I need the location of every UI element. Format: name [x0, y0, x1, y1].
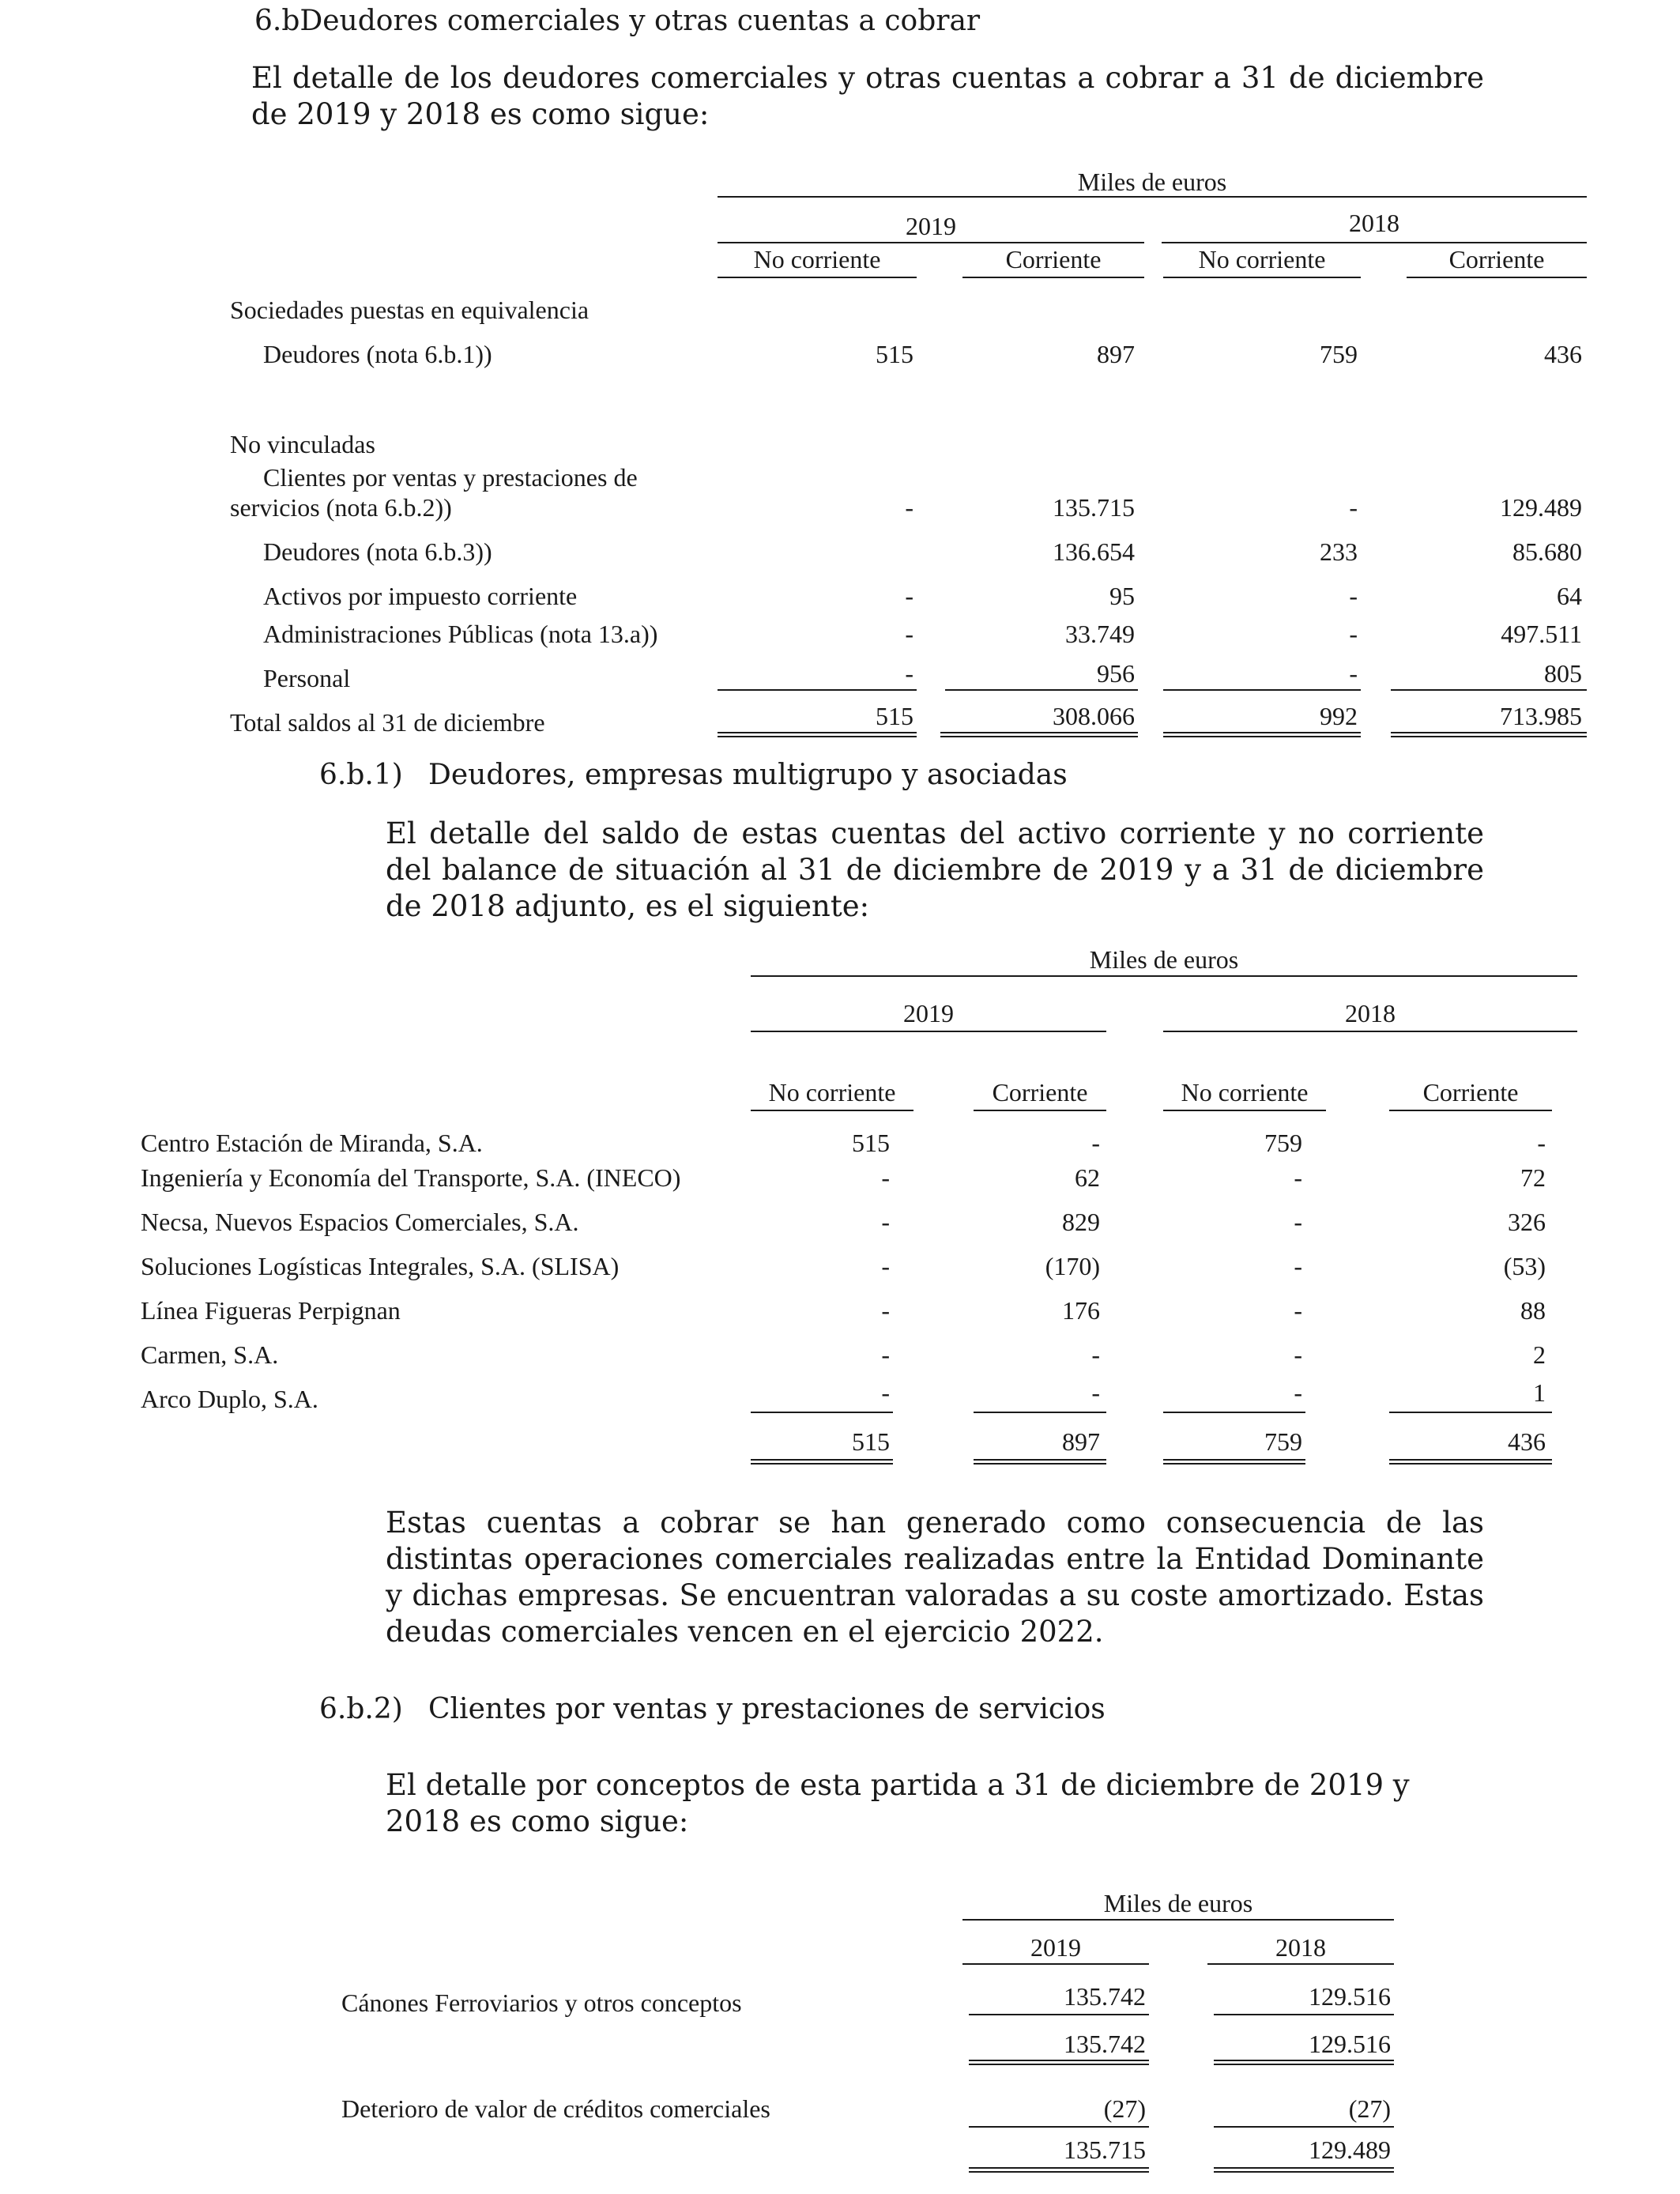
cell: 829 — [1062, 1208, 1100, 1236]
cell: 64 — [1557, 582, 1582, 610]
cell: - — [881, 1296, 890, 1325]
cell: 897 — [1062, 1427, 1100, 1456]
cell: 129.516 — [1309, 1982, 1391, 2011]
cell: (27) — [1103, 2094, 1146, 2123]
cell: 759 — [1264, 1129, 1302, 1157]
row-label: Administraciones Públicas (nota 13.a)) — [263, 620, 658, 648]
unit-label: Miles de euros — [1103, 1889, 1253, 1917]
row-label: servicios (nota 6.b.2)) — [230, 493, 452, 522]
cell: - — [1294, 1208, 1302, 1236]
col-header: Corriente — [992, 1078, 1088, 1106]
section-title: 6.bDeudores comerciales y otras cuentas a cobrar — [254, 5, 981, 37]
cell: - — [1349, 493, 1358, 522]
row-label: Necsa, Nuevos Espacios Comerciales, S.A. — [141, 1208, 579, 1236]
cell: - — [1294, 1163, 1302, 1192]
cell: - — [1349, 659, 1358, 688]
cell: 95 — [1109, 582, 1135, 610]
cell: - — [1091, 1378, 1100, 1407]
cell: 759 — [1320, 340, 1358, 368]
cell: 436 — [1544, 340, 1582, 368]
year-2019-header: 2019 — [906, 212, 956, 240]
cell: (27) — [1348, 2094, 1391, 2123]
cell: 308.066 — [1053, 702, 1135, 730]
cell: 135.715 — [1064, 2136, 1146, 2164]
row-label: Deudores (nota 6.b.3)) — [263, 537, 492, 566]
cell: - — [905, 659, 913, 688]
col-header: No corriente — [753, 245, 881, 273]
year-2018-header: 2018 — [1275, 1933, 1326, 1962]
cell: 33.749 — [1065, 620, 1135, 648]
col-header: Corriente — [1448, 245, 1545, 273]
cell: 129.489 — [1309, 2136, 1391, 2164]
col-header: No corriente — [768, 1078, 896, 1106]
row-label: Soluciones Logísticas Integrales, S.A. (SLISA) — [141, 1252, 620, 1280]
cell: 515 — [852, 1427, 890, 1456]
cell: 897 — [1097, 340, 1135, 368]
cell: - — [1349, 582, 1358, 610]
explanatory-paragraph: Estas cuentas a cobrar se han generado como consecuencia de las distintas operaciones comerciales realizadas entre la Entidad Dominante y dichas empresas. Se encuentran valoradas a su coste amortizado. Estas deudas comerciales vencen en el ejercicio 2022. — [386, 1506, 1484, 1649]
cell: 233 — [1320, 537, 1358, 566]
row-label: Línea Figueras Perpignan — [141, 1296, 401, 1325]
col-header: No corriente — [1198, 245, 1326, 273]
row-label: Activos por impuesto corriente — [263, 582, 578, 610]
cell: 436 — [1508, 1427, 1546, 1456]
cell: - — [881, 1378, 890, 1407]
cell: - — [1294, 1378, 1302, 1407]
group-title: No vinculadas — [230, 430, 375, 458]
cell: - — [905, 493, 913, 522]
col-header: Corriente — [1005, 245, 1102, 273]
subsection-title: Deudores, empresas multigrupo y asociadas — [428, 759, 1068, 791]
cell: (170) — [1045, 1252, 1100, 1280]
cell: - — [905, 582, 913, 610]
unit-label: Miles de euros — [1089, 945, 1239, 974]
row-label: Cánones Ferroviarios y otros conceptos — [341, 1989, 742, 2017]
cell: 135.742 — [1064, 2030, 1146, 2058]
subsection-title: Clientes por ventas y prestaciones de servicios — [428, 1693, 1106, 1725]
cell: 759 — [1264, 1427, 1302, 1456]
col-header: Corriente — [1422, 1078, 1519, 1106]
row-label: Centro Estación de Miranda, S.A. — [141, 1129, 483, 1157]
row-label: Carmen, S.A. — [141, 1340, 279, 1369]
cell: 956 — [1097, 659, 1135, 688]
cell: 72 — [1520, 1163, 1546, 1192]
cell: 135.742 — [1064, 1982, 1146, 2011]
row-label: Deudores (nota 6.b.1)) — [263, 340, 492, 368]
cell: - — [1537, 1129, 1546, 1157]
subsection-intro: El detalle del saldo de estas cuentas del activo corriente y no corriente del balance de situación al 31 de diciembre de 2019 y a 31 de diciembre de 2018 adjunto, es el siguiente: — [386, 816, 1484, 923]
col-header: No corriente — [1181, 1078, 1309, 1106]
year-2019-header: 2019 — [903, 999, 954, 1027]
subsection-intro: El detalle por conceptos de esta partida a 31 de diciembre de 2019 y 2018 es como sigue: — [386, 1768, 1410, 1838]
cell: 515 — [876, 340, 913, 368]
cell: 176 — [1062, 1296, 1100, 1325]
cell: 62 — [1075, 1163, 1100, 1192]
subsection-number: 6.b.2) — [319, 1693, 403, 1725]
cell: 135.715 — [1053, 493, 1135, 522]
cell: 85.680 — [1512, 537, 1582, 566]
subsection-number: 6.b.1) — [319, 759, 403, 791]
group-title: Sociedades puestas en equivalencia — [230, 296, 590, 324]
cell: 805 — [1544, 659, 1582, 688]
intro-paragraph: El detalle de los deudores comerciales y otras cuentas a cobrar a 31 de diciembre de 2019 y 2018 es como sigue: — [251, 61, 1484, 131]
cell: - — [905, 620, 913, 648]
cell: - — [1349, 620, 1358, 648]
cell: 88 — [1520, 1296, 1546, 1325]
cell: 2 — [1533, 1340, 1546, 1369]
cell: 136.654 — [1053, 537, 1135, 566]
cell: 129.489 — [1500, 493, 1582, 522]
year-2018-header: 2018 — [1349, 209, 1399, 237]
cell: - — [881, 1208, 890, 1236]
cell: 497.511 — [1501, 620, 1582, 648]
cell: - — [1091, 1129, 1100, 1157]
cell: 129.516 — [1309, 2030, 1391, 2058]
row-label: Personal — [263, 664, 351, 692]
unit-label: Miles de euros — [1077, 168, 1227, 196]
cell: - — [1091, 1340, 1100, 1369]
cell: 713.985 — [1500, 702, 1582, 730]
row-label: Ingeniería y Economía del Transporte, S.A. (INECO) — [141, 1163, 681, 1192]
cell: 1 — [1533, 1378, 1546, 1407]
cell: - — [1294, 1296, 1302, 1325]
row-label: Deterioro de valor de créditos comerciales — [341, 2094, 770, 2123]
cell: 992 — [1320, 702, 1358, 730]
cell: 326 — [1508, 1208, 1546, 1236]
cell: - — [881, 1340, 890, 1369]
cell: 515 — [852, 1129, 890, 1157]
row-label: Arco Duplo, S.A. — [141, 1385, 318, 1413]
cell: - — [1294, 1252, 1302, 1280]
year-2019-header: 2019 — [1030, 1933, 1081, 1962]
cell: (53) — [1503, 1252, 1546, 1280]
cell: - — [881, 1252, 890, 1280]
row-label: Total saldos al 31 de diciembre — [230, 708, 545, 737]
cell: - — [1294, 1340, 1302, 1369]
year-2018-header: 2018 — [1345, 999, 1396, 1027]
cell: - — [881, 1163, 890, 1192]
cell: 515 — [876, 702, 913, 730]
row-label: Clientes por ventas y prestaciones de — [263, 463, 638, 492]
